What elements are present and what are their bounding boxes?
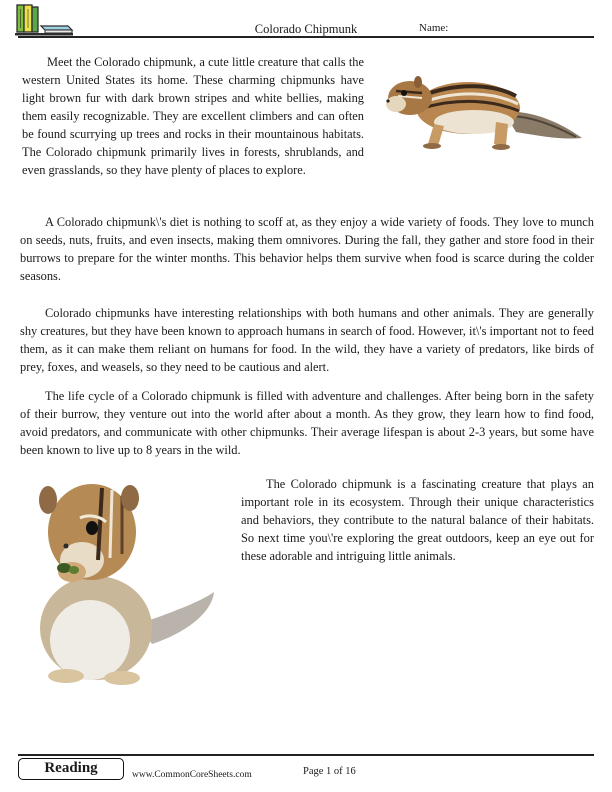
passage-paragraph-4: The life cycle of a Colorado chipmunk is filled with adventure and challenges. After being born in the safety of their burrow, they venture out into the world after about a month. As they grow, they learn how to find food, avoid predators, and communicate with other chipmunks. Their average lifespan is about 2-3 years, but some have been known to live up to 8 years in the wild. xyxy=(20,389,594,457)
page-title: Colorado Chipmunk xyxy=(254,22,358,36)
passage-paragraph-5: The Colorado chipmunk is a fascinating creature that plays an important role in its ecosystem. Through their unique characteristics and behaviors, they contribute to the natural balance of their habitats. So next time you\'re exploring the great outdoors, keep an eye out for these adorable and intriguing little animals. xyxy=(241,477,594,563)
header-divider xyxy=(18,36,594,38)
footer-divider xyxy=(18,754,594,756)
passage-paragraph-3: Colorado chipmunks have interesting relationships with both humans and other animals. They are generally shy creatures, but they have been known to approach humans in search of food. However, it\'s important not to feed them, as it can make them reliant on humans for food. In the wild, they have a variety of predators, like birds of prey, foxes, and weasels, so they need to be cautious and alert. xyxy=(20,306,594,374)
chipmunk-eating-photo xyxy=(18,474,218,688)
passage-paragraph-2: A Colorado chipmunk\'s diet is nothing to scoff at, as they enjoy a wide variety of foods. They love to munch on seeds, nuts, fruits, and even insects, making them omnivores. During the fall, they gather and store food in their burrows to prepare for the winter months. This behavior helps them survive when food is scarce during the colder seasons. xyxy=(20,215,594,283)
chipmunk-side-view-photo xyxy=(376,60,588,160)
passage-paragraph-1: Meet the Colorado chipmunk, a cute little creature that calls the western United States its home. These charming chipmunks have light brown fur with dark brown stripes and white bellies, making them easily recognizable. They are excellent climbers and can often be found scurrying up trees and rocks in their mountainous habitats. The Colorado chipmunk primarily lives in forests, shrublands, and even grasslands, so they have plenty of places to explore. xyxy=(22,55,364,177)
subject-badge: Reading xyxy=(18,758,124,780)
page-number: Page 1 of 16 xyxy=(303,766,356,777)
website-link[interactable]: www.CommonCoreSheets.com xyxy=(132,770,252,780)
name-label: Name: xyxy=(419,22,449,34)
